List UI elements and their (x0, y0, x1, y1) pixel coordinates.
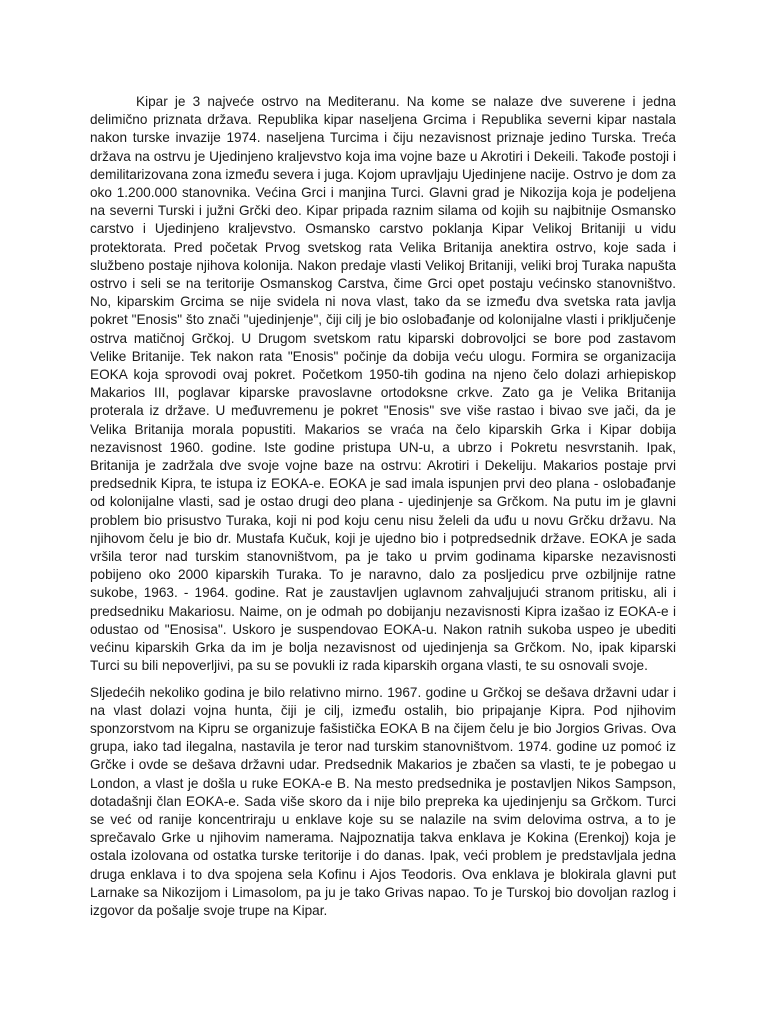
paragraph-1: Kipar je 3 najveće ostrvo na Mediteranu. Na kome se nalaze dve suverene i jedna delimično priznata država. Republika kipar naseljena Grcima i Republika severni kipar nastala nakon turske invazije 1974. naseljena Turcima i čiju nezavisnost priznaje jedino Turska. Treća država na ostrvu je Ujedinjeno kraljevstvo koja ima vojne baze u Akrotiri i Dekeili. Takođe postoji i demilitarizovana zona između severa i juga. Kojom upravljaju Ujedinjene nacije. Ostrvo je dom za oko 1.200.000 stanovnika. Većina Grci i manjina Turci. Glavni grad je Nikozija koja je podeljena na severni Turski i južni Grčki deo. Kipar pripada raznim silama od kojih su najbitnije Osmansko carstvo i Ujedinjeno kraljevstvo. Osmansko carstvo poklanja Kipar Velikoj Britaniji u vidu protektorata. Pred početak Prvog svetskog rata Velika Britanija anektira ostrvo, koje sada i službeno postaje njihova kolonija. Nakon predaje vlasti Velikoj Britaniji, veliki broj Turaka napušta ostrvo i seli se na teritorije Osmanskog Carstva, čime Grci opet postaju većinsko stanovništvo. No, kiparskim Grcima se nije svidela ni nova vlast, tako da se između dva svetska rata javlja pokret "Enosis" što znači "ujedinjenje", čiji cilj je bio oslobađanje od kolonijalne vlasti i priključenje ostrva matičnoj Grčkoj. U Drugom svetskom ratu kiparski dobrovoljci se bore pod zastavom Velike Britanije. Tek nakon rata "Enosis" počinje da dobija veću ulogu. Formira se organizacija EOKA koja sprovodi ovaj pokret. Početkom 1950-tih godina na njeno čelo dolazi arhiepiskop Makarios III, poglavar kiparske pravoslavne ortodoksne crkve. Zato ga je Velika Britanija proterala iz države. U međuvremenu je pokret "Enosis" sve više rastao i bivao sve jači, da je Velika Britanija morala popustiti. Makarios se vraća na čelo kiparskih Grka i Kipar dobija nezavisnost 1960. godine. Iste godine pristupa UN-u, a ubrzo i Pokretu nesvrstanih. Ipak, Britanija je zadržala dve svoje vojne baze na ostrvu: Akrotiri i Dekeliju. Makarios postaje prvi predsednik Kipra, te istupa iz EOKA-e. EOKA je sad imala ispunjen prvi deo plana - oslobađanje od kolonijalne vlasti, sad je ostao drugi deo plana - ujedinjenje sa Grčkom. Na putu im je glavni problem bio prisustvo Turaka, koji ni pod koju cenu nisu želeli da uđu u novu Grčku državu. Na njihovom čelu je bio dr. Mustafa Kučuk, koji je ujedno bio i potpredsednik države. EOKA je sada vršila teror nad turskim stanovništvom, pa je tako u prvim godinama kiparske nezavisnosti pobijeno oko 2000 kiparskih Turaka. To je naravno, dalo za posljedicu prve ozbiljnije ratne sukobe, 1963. - 1964. godine. Rat je zaustavljen uglavnom zahvaljujući stranom pritisku, ali i predsedniku Makariosu. Naime, on je odmah po dobijanju nezavisnosti Kipra izašao iz EOKA-e i odustao od "Enosisa". Uskoro je suspendovao EOKA-u. Nakon ratnih sukoba uspeo je ubediti većinu kiparskih Grka da im je bolja nezavisnost od ujedinjenja sa Grčkom. No, ipak kiparski Turci su bili nepoverljivi, pa su se povukli iz rada kiparskih organa vlasti, te su osnovali svoje. (90, 94, 676, 674)
document-page (90, 93, 676, 928)
paragraph-2: Sljedećih nekoliko godina je bilo relativno mirno. 1967. godine u Grčkoj se dešava državni udar i na vlast dolazi vojna hunta, čiji je cilj, između ostalih, bio pripajanje Kipra. Pod njihovim sponzorstvom na Kipru se organizuje fašistička EOKA B na čijem čelu je bio Jorgios Grivas. Ova grupa, iako tad ilegalna, nastavila je teror nad turskim stanovništvom. 1974. godine uz pomoć iz Grčke i ovde se dešava državni udar. Predsednik Makarios je zbačen sa vlasti, te je pobegao u London, a vlast je došla u ruke EOKA-e B. Na mesto predsednika je postavljen Nikos Sampson, dotadašnji član EOKA-e. Sada više skoro da i nije bilo prepreka ka ujedinjenju sa Grčkom. Turci se već od ranije koncentriraju u enklave koje su se nalazile na svim delovima ostrva, a to je sprečavalo Grke u njihovim namerama. Najpoznatija takva enklava je Kokina (Erenkoj) koja je ostala izolovana od ostatka turske teritorije i do danas. Ipak, veći problem je predstavljala jedna druga enklava i to dva spojena sela Kofinu i Ajos Teodoris. Ova enklava je blokirala glavni put Larnake sa Nikozijom i Limasolom, pa ju je tako Grivas napao. To je Turskoj bio dovoljan razlog i izgovor da pošalje svoje trupe na Kipar. (90, 684, 676, 918)
